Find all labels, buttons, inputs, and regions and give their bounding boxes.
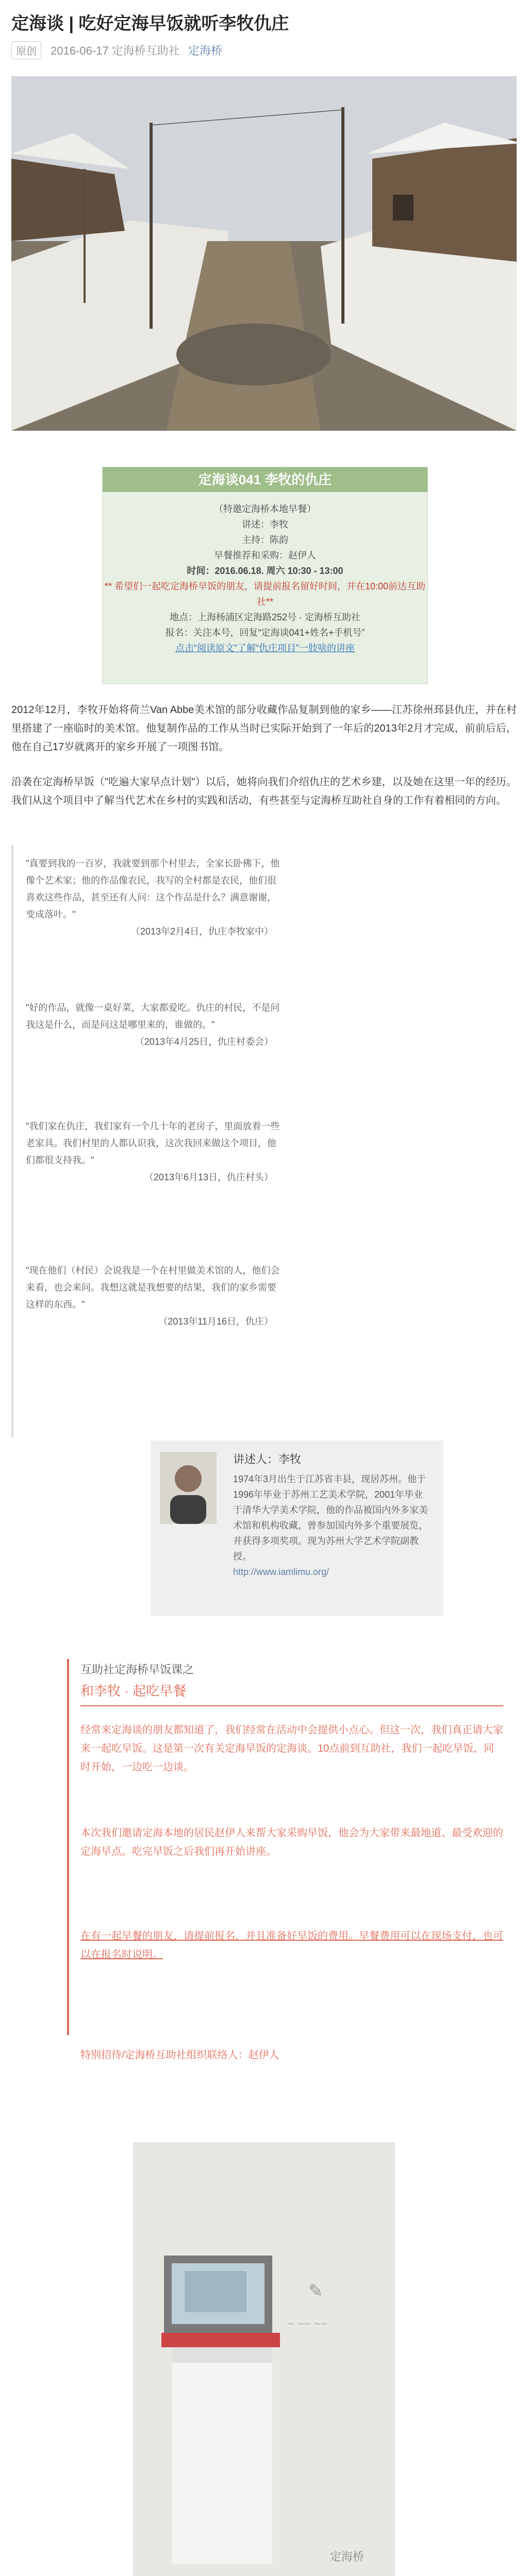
article-meta bbox=[11, 41, 222, 59]
section-subtitle: 互助社定海桥早饭课之 bbox=[80, 1663, 194, 1676]
quote-date: （2013年4月25日，仇庄村委会） bbox=[135, 1037, 273, 1047]
hero-photo bbox=[11, 76, 517, 431]
event-note: ** 希望们一起吃定海桥早饭的朋友，请提前报名留好时间，并在10:00前达互助社** bbox=[104, 581, 426, 607]
original-tag: 原创 bbox=[11, 41, 41, 59]
author-card bbox=[151, 1440, 443, 1616]
section-title: 和李牧 · 起吃早餐 bbox=[80, 1683, 187, 1699]
quote-text: "现在他们（村民）会说我是一个在村里做美术馆的人，他们会来看，也会来问。我想这就是我想要的结果，我们的家乡需要这样的东西。" bbox=[26, 1265, 280, 1310]
event-details bbox=[103, 501, 427, 656]
source-name: 定海桥互助社 bbox=[111, 44, 180, 57]
account-link[interactable]: 定海桥 bbox=[188, 44, 222, 57]
intro-paragraph-2: 沿袭在定海桥早饭（"吃遍大家早点计划"）以后，她将向我们介绍仇庄的艺术乡建，以及她在这里一年的经历。我们从这个项目中了解当代艺术在乡村的实践和活动，有些甚至与定海桥互助社自身的工作有着相同的方向。 bbox=[11, 776, 517, 806]
quote-item bbox=[26, 999, 284, 1050]
organizer-signature: 特别招待/定海桥互助社组织联络人：赵伊人 bbox=[80, 2049, 279, 2061]
quote-block bbox=[11, 845, 296, 1437]
author-name: 讲述人：李牧 bbox=[233, 1453, 302, 1466]
quote-item bbox=[26, 1118, 284, 1186]
event-line: 早餐推荐和采购：赵伊人 bbox=[214, 550, 316, 561]
quote-text: "好的作品，就像一桌好菜，大家都爱吃。仇庄的村民，不是问我这是什么，而是问这是哪里来的，谁做的。" bbox=[26, 1003, 280, 1030]
breakfast-paragraph: 本次我们邀请定海本地的居民赵伊人来帮大家采购早饭，他会为大家带来最地道、最受欢迎的定海早点。吃完早饭之后我们再开始讲座。 bbox=[80, 1827, 503, 1857]
author-portrait bbox=[160, 1452, 217, 1524]
event-line: 报名：关注本号，回复“定海谈041+姓名+手机号” bbox=[165, 628, 365, 638]
event-info-card bbox=[102, 467, 428, 684]
quote-text: "我们家在仇庄，我们家有一个几十年的老房子，里面放着一些老家具。我们村里的人都认识我，这次我回来做这个项目，他们都很支持我。" bbox=[26, 1121, 280, 1165]
article-title: 定海谈 | 吃好定海早饭就听李牧仇庄 bbox=[11, 14, 289, 33]
quote-date: （2013年6月13日，仇庄村头） bbox=[144, 1172, 273, 1182]
author-url[interactable]: http://www.iamlimu.org/ bbox=[233, 1567, 329, 1577]
svg-text:✎: ✎ bbox=[308, 2282, 323, 2301]
quote-text: "真要到我的一百岁，我就要到那个村里去，全家长卧佛下，他像个艺术家；他的作品像农民，我写的全村都是农民，他们很喜欢这些作品，甚至还有人问：这个作品是什么？满意谢谢，变成落叶。" bbox=[26, 858, 280, 920]
event-line: 主持：陈韵 bbox=[242, 535, 288, 545]
quote-date: （2013年2月4日，仇庄李牧家中） bbox=[130, 926, 273, 937]
breakfast-section bbox=[67, 1659, 515, 2081]
event-heading: 定海谈041 李牧的仇庄 bbox=[103, 467, 427, 492]
author-bio bbox=[233, 1471, 429, 1580]
publish-date: 2016-06-17 bbox=[51, 44, 109, 57]
quote-item bbox=[26, 855, 284, 940]
event-time: 时间：2016.06.18. 周六 10:30 - 13:00 bbox=[187, 566, 343, 576]
breakfast-signup-note: 在有一起早餐的朋友，请提前报名，并且准备好早饭的费用。早餐费用可以在现场支付，也可以在报名时说明。 bbox=[80, 1930, 503, 1960]
quote-item bbox=[26, 1262, 284, 1330]
accent-bar bbox=[67, 1659, 69, 2035]
intro-paragraph-1: 2012年12月，李牧开始将荷兰Van Abbe美术馆的部分收藏作品复制到他的家乡——江苏徐州邳县仇庄，并在村里搭建了一座临时的美术馆。他复制作品的工作从当时已实际开始到了一年后的2013年2月才完成，前前后后，他在自己17岁就离开的家乡开展了一项图书馆。 bbox=[11, 704, 517, 753]
event-read-link[interactable]: 点击“阅读原文”了解“仇庄项目”一肢啥的讲座 bbox=[175, 643, 355, 653]
quote-date: （2013年11月16日，仇庄） bbox=[158, 1316, 273, 1327]
author-bio-text: 1974年3月出生于江苏省丰县，现居苏州。他于1996年毕业于苏州工艺美术学院，2001年毕业于清华大学美术学院，他的作品被国内外多家美术馆和机构收藏，曾参加国内外多个重要展览，并获得多项奖项。现为苏州大学艺术学院副教授。 bbox=[233, 1474, 428, 1562]
event-line: 地点：上海杨浦区定海路252号 · 定海桥互助社 bbox=[169, 612, 361, 622]
divider bbox=[80, 1705, 503, 1706]
breakfast-paragraph: 经常来定海谈的朋友都知道了，我们经常在活动中会提供小点心。但这一次，我们真正请大家来一起吃早饭。这是第一次有关定海早饭的定海谈。10点前到互助社，我们一起吃早饭，同时开始，一边吃一边谈。 bbox=[80, 1724, 503, 1773]
event-line: （特邀定海桥本地早餐） bbox=[214, 504, 316, 514]
event-line: 讲述：李牧 bbox=[242, 519, 288, 530]
tv-photo bbox=[133, 2142, 395, 2576]
watermark-text: 定海桥 bbox=[330, 2550, 365, 2563]
svg-text:~ ~~ ~~: ~ ~~ ~~ bbox=[288, 2317, 327, 2330]
